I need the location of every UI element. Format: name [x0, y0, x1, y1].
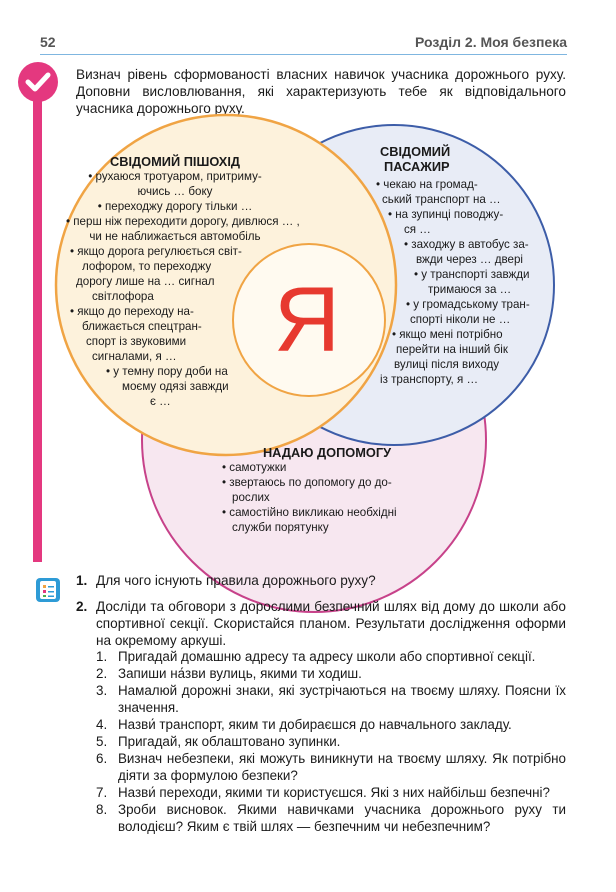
passenger-line: • якщо мені потрібно [392, 328, 503, 341]
plan-item [96, 665, 566, 682]
passenger-line: тримаюся за … [428, 283, 512, 296]
help-line: рослих [232, 491, 270, 504]
help-title: НАДАЮ ДОПОМОГУ [262, 445, 392, 460]
walker-line: ючись … боку [137, 185, 213, 198]
help-section [222, 445, 432, 535]
question-2 [76, 598, 566, 649]
plan-number: 4. [96, 717, 108, 732]
plan-number: 7. [96, 785, 108, 800]
walker-section [66, 154, 300, 409]
walker-line: лофором, то переходжу [82, 260, 212, 273]
plan-number: 8. [96, 802, 108, 817]
plan-item [96, 784, 566, 801]
passenger-line: із транспорту, я … [380, 373, 479, 386]
passenger-section [376, 144, 558, 387]
intro-text: Визнач рівень сформованості власних навичок учасника дорожнього руху. Доповни висловлювання, які характеризують тебе як відповідального учасника дорожнього руху. [76, 67, 566, 116]
plan-list [96, 648, 566, 835]
page-number: 52 [40, 34, 56, 50]
passenger-title: СВІДОМИЙ [380, 144, 451, 159]
section-title: Розділ 2. Моя безпека [415, 34, 567, 50]
passenger-line: перейти на інший бік [396, 343, 508, 356]
plan-text: Намалюй дорожні знаки, які зустрічаються на твоєму шляху. Поясни їх значення. [118, 683, 566, 715]
plan-number: 3. [96, 683, 108, 698]
help-line: • самотужки [222, 461, 287, 474]
walker-line: сигналами, я … [92, 350, 177, 363]
plan-text: Зроби висновок. Якими навичками учасника дорожнього руху ти володієш? Яким є твій шлях — безпечним чи небезпечним? [118, 802, 566, 834]
plan-text: Пригадай, як облаштовано зупинки. [118, 734, 341, 749]
plan-text: Назви́ переходи, якими ти користуєшся. Які з них найбільш безпечні? [118, 785, 550, 800]
plan-item [96, 716, 566, 733]
walker-line: світлофора [92, 290, 154, 303]
help-line: • самостійно викликаю необхідні [222, 506, 397, 519]
plan-item [96, 733, 566, 750]
walker-line: • рухаюся тротуаром, притриму- [88, 170, 262, 183]
question-number: 1. [76, 573, 88, 588]
plan-text: Назви́ транспорт, яким ти добираєшся до навчального закладу. [118, 717, 512, 732]
passenger-title: ПАСАЖИР [384, 159, 450, 174]
walker-line: дорогу лише на … сигнал [76, 275, 215, 288]
passenger-line: • чекаю на громад- [376, 178, 478, 191]
passenger-line: ся … [404, 223, 431, 236]
question-text: Для чого існують правила дорожнього руху? [96, 573, 376, 588]
walker-line: спорт із звуковими [86, 335, 187, 348]
question-1 [76, 572, 566, 589]
passenger-line: • у громадському тран- [406, 298, 530, 311]
walker-line: • якщо до переходу на- [70, 305, 194, 318]
plan-number: 5. [96, 734, 108, 749]
passenger-line: • заходжу в автобус за- [404, 238, 529, 251]
question-number: 2. [76, 599, 88, 614]
plan-number: 1. [96, 649, 108, 664]
help-line: • звертаюсь по допомогу до до- [222, 476, 392, 489]
task-list-icon [36, 578, 60, 602]
plan-number: 6. [96, 751, 108, 766]
passenger-line: • на зупинці поводжу- [388, 208, 504, 221]
plan-number: 2. [96, 666, 108, 681]
passenger-line: • у транспорті завжди [414, 268, 530, 281]
plan-item [96, 648, 566, 665]
plan-item [96, 750, 566, 784]
passenger-line: спорті ніколи не … [410, 313, 511, 326]
walker-title: СВІДОМИЙ ПІШОХІД [109, 154, 240, 169]
plan-item [96, 801, 566, 835]
center-letter: Я [273, 269, 341, 371]
walker-line: • у темну пору доби на [106, 365, 228, 378]
passenger-line: ський транспорт на … [382, 193, 501, 206]
passenger-line: вулиці після виходу [394, 358, 500, 371]
passenger-line: вжди через … двері [416, 253, 523, 266]
walker-line: моєму одязі завжди [122, 380, 229, 393]
help-line: служби порятунку [232, 521, 329, 534]
question-text: Досліди та обговори з дорослими безпечний шлях від дому до школи або спортивної секції. Скористайся планом. Результати дослідження оформи на окремому аркуші. [96, 599, 566, 648]
walker-line: чи не наближається автомобіль [89, 230, 261, 243]
plan-item [96, 682, 566, 716]
walker-line: є … [150, 395, 171, 408]
plan-text: Пригадай домашню адресу та адресу школи або спортивної секції. [118, 649, 536, 664]
walker-line: • перш ніж переходити дорогу, дивлюся … , [66, 215, 300, 228]
walker-line: • якщо дорога регулюється світ- [70, 245, 242, 258]
walker-line: ближається спецтран- [82, 320, 202, 333]
plan-text: Запиши на́зви вулиць, якими ти ходиш. [118, 666, 362, 681]
plan-text: Визнач небезпеки, які можуть виникнути на твоєму шляху. Як потрібно діяти за формулою безпеки? [118, 751, 566, 783]
walker-line: • переходжу дорогу тільки … [97, 200, 253, 213]
